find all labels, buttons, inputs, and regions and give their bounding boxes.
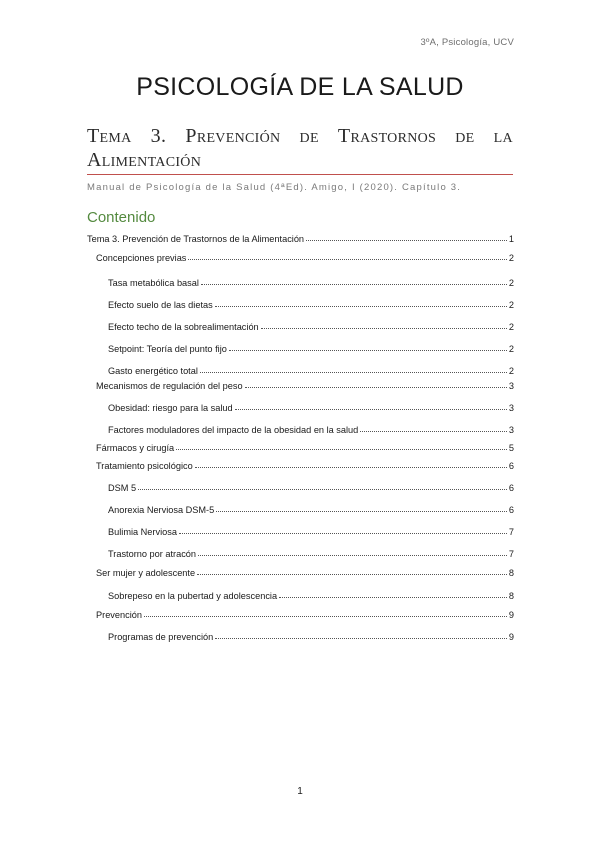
toc-entry-label: DSM 5 [108,483,137,493]
tema-title-word: 3. [150,125,167,147]
toc-entry[interactable] [87,421,514,435]
toc-entry-page: 2 [508,300,514,310]
toc-entry-page: 6 [508,483,514,493]
toc-entry-label: Tratamiento psicológico [96,461,193,471]
toc-entry[interactable] [87,230,514,244]
toc-entry-page: 2 [508,253,514,263]
tema-title-word: la [493,125,513,147]
toc-entry[interactable] [87,587,514,601]
toc-dot-leader [198,555,507,556]
toc-entry-page: 5 [508,443,514,453]
tema-title-line-2: Alimentación [87,149,202,171]
toc-dot-leader [197,574,507,575]
toc-dot-leader [279,597,507,598]
toc-entry-page: 7 [508,527,514,537]
toc-entry-label: Efecto suelo de las dietas [108,300,213,310]
toc-entry[interactable] [87,479,514,493]
toc-entry-page: 3 [508,381,514,391]
toc-entry[interactable] [87,249,514,263]
toc-entry-page: 8 [508,591,514,601]
toc-entry-label: Gasto energético total [108,366,198,376]
toc-entry[interactable] [87,274,514,288]
toc-entry-label: Factores moduladores del impacto de la obesidad en la salud [108,425,359,435]
toc-entry-page: 7 [508,549,514,559]
toc-dot-leader [261,328,507,329]
toc-entry[interactable] [87,362,514,376]
toc-entry-label: Anorexia Nerviosa DSM-5 [108,505,215,515]
toc-dot-leader [138,489,507,490]
toc-entry-page: 3 [508,403,514,413]
toc-entry-label: Bulimia Nerviosa [108,527,177,537]
toc-dot-leader [195,467,507,468]
toc-dot-leader [188,259,506,260]
toc-entry-page: 6 [508,461,514,471]
toc-entry[interactable] [87,564,514,578]
toc-entry-label: Efecto techo de la sobrealimentación [108,322,259,332]
toc-dot-leader [235,409,507,410]
tema-title [87,124,513,172]
tema-title-word: Prevención [185,125,281,147]
toc-dot-leader [216,511,507,512]
toc-entry-label: Ser mujer y adolescente [96,568,196,578]
toc-dot-leader [229,350,507,351]
reference-subtitle: Manual de Psicología de la Salud (4ªEd). Amigo, I (2020). Capítulo 3. [87,182,462,193]
toc-entry-page: 3 [508,425,514,435]
toc-entry-label: Tasa metabólica basal [108,278,199,288]
toc-entry-page: 2 [508,278,514,288]
toc-entry-label: Programas de prevención [108,632,214,642]
toc-entry-page: 8 [508,568,514,578]
toc-entry-label: Concepciones previas [96,253,187,263]
toc-entry[interactable] [87,340,514,354]
toc-entry[interactable] [87,377,514,391]
page-header: 3ºA, Psicología, UCV [420,37,514,48]
toc-entry-page: 2 [508,366,514,376]
tema-title-line-1 [87,124,513,148]
toc-dot-leader [360,431,507,432]
toc-dot-leader [201,284,507,285]
toc-dot-leader [306,240,507,241]
document-title: PSICOLOGÍA DE LA SALUD [136,73,464,101]
toc-entry[interactable] [87,545,514,559]
toc-entry-label: Sobrepeso en la pubertad y adolescencia [108,591,278,601]
toc-entry[interactable] [87,628,514,642]
toc-entry[interactable] [87,318,514,332]
toc-dot-leader [245,387,507,388]
toc-entry-label: Mecanismos de regulación del peso [96,381,243,391]
toc-dot-leader [200,372,507,373]
toc-entry[interactable] [87,296,514,310]
toc-entry-page: 2 [508,344,514,354]
toc-entry[interactable] [87,501,514,515]
toc-entry-page: 9 [508,632,514,642]
toc-entry[interactable] [87,457,514,471]
toc-entry[interactable] [87,439,514,453]
page-number: 1 [297,786,303,797]
toc-dot-leader [215,306,507,307]
toc-entry-page: 1 [508,234,514,244]
toc-dot-leader [179,533,507,534]
toc-entry-label: Setpoint: Teoría del punto fijo [108,344,227,354]
toc-dot-leader [144,616,507,617]
toc-entry-page: 9 [508,610,514,620]
toc-entry[interactable] [87,606,514,620]
toc-entry[interactable] [87,399,514,413]
toc-entry-label: Fármacos y cirugía [96,443,175,453]
toc-entry[interactable] [87,523,514,537]
toc-dot-leader [176,449,507,450]
toc-entry-label: Trastorno por atracón [108,549,197,559]
toc-heading: Contenido [87,209,156,226]
toc-entry-page: 2 [508,322,514,332]
tema-title-word: Tema [87,125,132,147]
toc-entry-label: Tema 3. Prevención de Trastornos de la Alimentación [87,234,305,244]
toc-dot-leader [215,638,507,639]
tema-title-word: Trastornos [337,125,437,147]
tema-title-word: de [299,125,319,147]
toc-entry-page: 6 [508,505,514,515]
toc-entry-label: Prevención [96,610,142,620]
title-divider [87,174,513,175]
toc-entry-label: Obesidad: riesgo para la salud [108,403,233,413]
tema-title-word: de [455,125,475,147]
